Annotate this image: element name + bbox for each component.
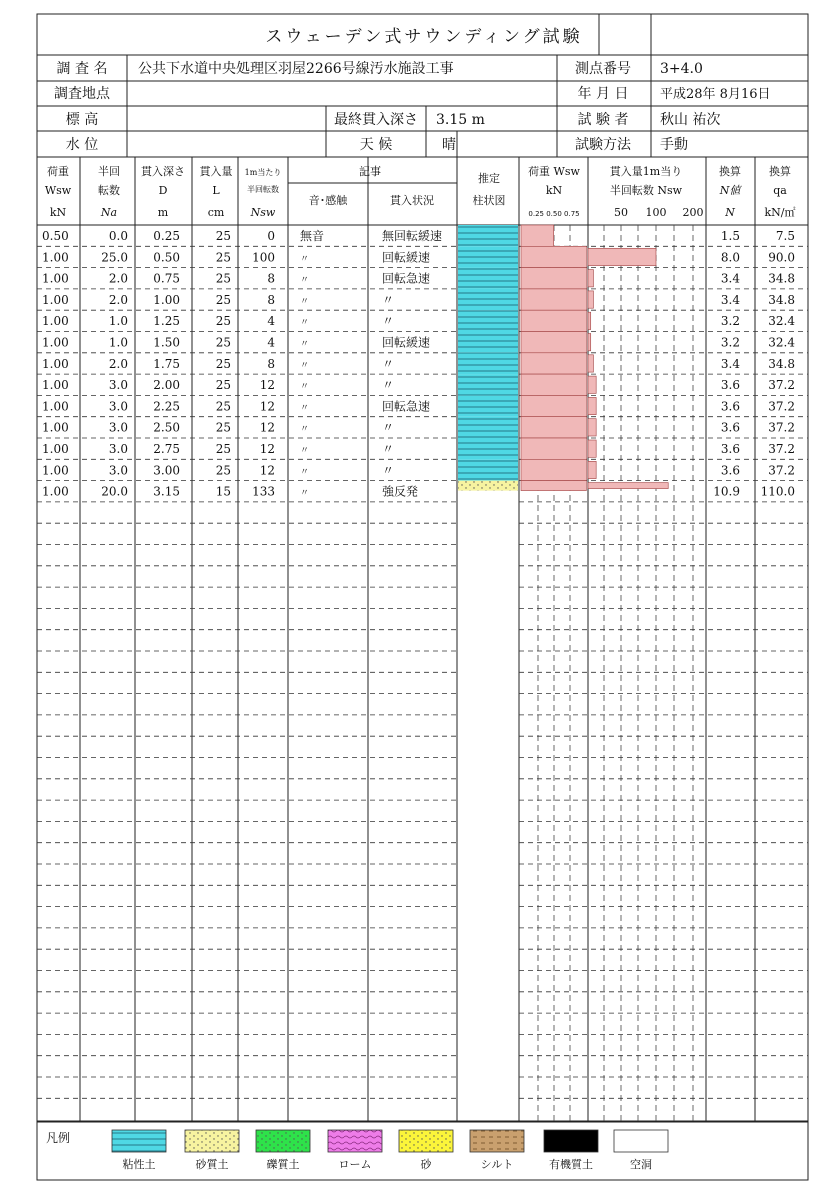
nsw-bar [588, 248, 656, 265]
load-bar [521, 310, 586, 331]
cell-wsw: 1.00 [42, 292, 69, 307]
cell-d: 2.50 [153, 420, 180, 435]
cell-l: 25 [215, 314, 231, 329]
legend-swatch [185, 1130, 239, 1152]
cell-wsw: 1.00 [42, 250, 69, 265]
legend-swatch [614, 1130, 668, 1152]
cell-l: 25 [215, 292, 231, 307]
nsw-tick-200: 200 [682, 206, 704, 219]
frame [37, 14, 808, 1121]
cell-state: 回転急速 [382, 399, 431, 414]
cell-l: 25 [215, 442, 231, 456]
cell-l: 25 [215, 420, 231, 435]
col-column-1: 推定 [478, 172, 500, 185]
cell-qa: 37.2 [768, 399, 795, 414]
cell-d: 2.25 [153, 399, 180, 414]
cell-nsw: 100 [252, 250, 275, 265]
col-nswchart-1: 貫入量1m当り [609, 165, 683, 178]
load-bar [521, 268, 586, 289]
legend-swatch [470, 1130, 524, 1152]
cell-sound: 〃 [300, 318, 310, 329]
cell-na: 1.0 [108, 335, 128, 350]
soil-layer-clay [458, 332, 518, 353]
cell-l: 15 [215, 484, 231, 499]
legend-label: 粘性土 [122, 1158, 156, 1171]
col-column-2: 柱状図 [472, 194, 506, 207]
cell-sound: 〃 [300, 360, 310, 371]
legend-label: シルト [480, 1158, 514, 1171]
cell-n: 3.6 [720, 442, 740, 456]
col-loadchart-ticks: 0.25 0.50 0.75 [528, 210, 580, 218]
legend-title: 凡例 [46, 1131, 71, 1145]
cell-d: 2.00 [153, 378, 180, 393]
load-bar [521, 332, 586, 353]
nsw-bar [588, 397, 596, 414]
col-pen-3: cm [207, 206, 225, 219]
cell-n: 3.4 [720, 271, 740, 286]
cell-na: 3.0 [108, 442, 128, 456]
legend-swatch [112, 1130, 166, 1152]
col-nsw-2: 半回転数 [247, 185, 279, 194]
cell-wsw: 1.00 [42, 356, 69, 371]
cell-na: 0.0 [108, 229, 128, 243]
cell-n: 3.2 [720, 314, 740, 329]
cell-nsw: 12 [259, 463, 275, 478]
cell-state: 回転緩速 [382, 335, 431, 350]
col-load-2: Wsw [44, 184, 72, 197]
col-loadchart-2: kN [545, 184, 563, 197]
cell-n: 3.6 [720, 463, 740, 478]
cell-sound: 〃 [300, 382, 310, 393]
nsw-bar-chart [521, 225, 668, 491]
nsw-bar [588, 270, 593, 287]
col-nsw-3: Nsw [250, 206, 276, 219]
cell-d: 2.75 [153, 442, 180, 456]
soil-layer-clay [458, 459, 518, 480]
load-bar [521, 246, 586, 267]
cell-n: 10.9 [713, 484, 740, 499]
soil-layer-clay [458, 395, 518, 416]
cell-wsw: 1.00 [42, 399, 69, 414]
survey-name: 公共下水道中央処理区羽屋2266号線汚水施設工事 [138, 61, 454, 77]
soil-layer-clay [458, 310, 518, 331]
cell-wsw: 1.00 [42, 484, 69, 499]
cell-qa: 37.2 [768, 420, 795, 435]
col-notes-sound: 音･感触 [308, 194, 348, 207]
weather-label: 天 候 [359, 137, 393, 153]
nsw-tick-50: 50 [614, 206, 628, 219]
cell-na: 20.0 [101, 484, 128, 499]
col-pen-1: 貫入量 [199, 165, 233, 178]
cell-wsw: 1.00 [42, 271, 69, 286]
cell-nsw: 8 [267, 292, 275, 307]
cell-d: 0.75 [153, 271, 180, 286]
cell-na: 3.0 [108, 378, 128, 393]
nsw-bar [588, 419, 596, 436]
legend-swatch [399, 1130, 453, 1152]
cell-l: 25 [215, 378, 231, 393]
cell-wsw: 1.00 [42, 335, 69, 350]
load-bar [521, 459, 586, 480]
col-notes-state: 貫入状況 [390, 194, 434, 207]
cell-qa: 34.8 [768, 271, 795, 286]
cell-wsw: 1.00 [42, 378, 69, 393]
nsw-bar [588, 376, 596, 393]
cell-na: 1.0 [108, 314, 128, 329]
cell-sound: 〃 [300, 467, 310, 478]
col-notes: 記事 [359, 165, 381, 178]
nsw-bar [588, 312, 591, 329]
cell-state: 〃 [382, 356, 395, 371]
cell-nsw: 12 [259, 399, 275, 414]
date-label: 年 月 日 [577, 86, 629, 102]
cell-state: 強反発 [382, 484, 419, 499]
cell-nsw: 4 [267, 314, 275, 329]
cell-state: 〃 [382, 420, 395, 435]
cell-nsw: 12 [259, 442, 275, 456]
cell-l: 25 [215, 356, 231, 371]
nsw-bar [588, 355, 593, 372]
cell-sound: 無音 [300, 229, 325, 243]
tester-label: 試 験 者 [577, 112, 629, 128]
cell-qa: 7.5 [775, 229, 795, 243]
legend-swatch [256, 1130, 310, 1152]
nsw-bar [588, 440, 596, 457]
col-qa-1: 換算 [769, 165, 791, 178]
cell-nsw: 12 [259, 420, 275, 435]
col-nsw-1: 1m当たり [244, 168, 282, 177]
nsw-bar [588, 461, 596, 478]
legend-label: 空洞 [630, 1158, 652, 1171]
cell-wsw: 1.00 [42, 420, 69, 435]
col-load-3: kN [49, 206, 67, 219]
cell-qa: 37.2 [768, 442, 795, 456]
nsw-tick-100: 100 [645, 206, 667, 219]
cell-na: 2.0 [108, 356, 128, 371]
col-depth-1: 貫入深さ [141, 165, 185, 178]
cell-nsw: 0 [267, 229, 275, 243]
cell-nsw: 8 [267, 356, 275, 371]
legend-label: 礫質土 [266, 1158, 300, 1171]
soil-layer-clay [458, 438, 518, 459]
cell-wsw: 1.00 [42, 314, 69, 329]
point-label: 測点番号 [575, 61, 631, 77]
cell-sound: 〃 [300, 488, 310, 499]
col-n-1: 換算 [719, 165, 741, 178]
soil-layer-clay [458, 246, 518, 267]
cell-qa: 32.4 [768, 314, 795, 329]
cell-sound: 〃 [300, 254, 310, 265]
survey-name-label: 調 査 名 [56, 61, 108, 77]
cell-n: 3.2 [720, 335, 740, 350]
cell-na: 25.0 [101, 250, 128, 265]
load-bar [521, 417, 586, 438]
col-turns-1: 半回 [98, 165, 120, 178]
cell-d: 0.50 [153, 250, 180, 265]
method: 手動 [660, 137, 688, 153]
cell-na: 2.0 [108, 271, 128, 286]
col-turns-3: Na [100, 206, 118, 219]
cell-nsw: 12 [259, 378, 275, 393]
cell-n: 3.6 [720, 378, 740, 393]
cell-nsw: 4 [267, 335, 275, 350]
cell-qa: 34.8 [768, 292, 795, 307]
soil-column-chart [458, 225, 518, 491]
final-depth-label: 最終貫入深さ [334, 112, 418, 128]
soil-layer-clay [458, 289, 518, 310]
cell-n: 3.6 [720, 420, 740, 435]
cell-n: 1.5 [720, 229, 740, 243]
cell-state: 〃 [382, 378, 395, 393]
soil-layer-clay [458, 225, 518, 246]
cell-sound: 〃 [300, 403, 310, 414]
cell-n: 3.4 [720, 292, 740, 307]
cell-d: 1.25 [153, 314, 180, 329]
load-bar [521, 438, 586, 459]
cell-l: 25 [215, 250, 231, 265]
load-bar [521, 225, 554, 246]
table-grid [37, 14, 808, 1121]
nsw-bar [588, 334, 591, 351]
col-loadchart-1: 荷重 Wsw [528, 165, 580, 178]
cell-sound: 〃 [300, 446, 310, 456]
cell-l: 25 [215, 463, 231, 478]
soil-layer-clay [458, 417, 518, 438]
nsw-bar [588, 291, 593, 308]
cell-d: 1.75 [153, 356, 180, 371]
water-level-label: 水 位 [65, 137, 99, 153]
cell-qa: 37.2 [768, 463, 795, 478]
cell-sound: 〃 [300, 339, 310, 350]
cell-d: 1.50 [153, 335, 180, 350]
col-nswchart-2: 半回転数 Nsw [609, 184, 683, 197]
legend-label: 有機質土 [549, 1158, 593, 1171]
col-n-3: N [725, 206, 735, 219]
soil-layer-clay [458, 268, 518, 289]
cell-na: 2.0 [108, 292, 128, 307]
point-no: 3+4.0 [660, 61, 703, 77]
location-label: 調査地点 [54, 86, 110, 102]
cell-state: 〃 [382, 314, 395, 329]
tester: 秋山 祐次 [660, 112, 721, 128]
cell-d: 3.00 [153, 463, 180, 478]
nsw-bar [588, 483, 668, 489]
cell-state: 〃 [382, 292, 395, 307]
cell-d: 0.25 [153, 229, 180, 243]
col-qa-2: qa [773, 184, 787, 197]
cell-n: 3.6 [720, 399, 740, 414]
cell-state: 〃 [382, 463, 395, 478]
weather: 晴 [442, 137, 456, 153]
load-bar [521, 374, 586, 395]
cell-d: 3.15 [153, 484, 180, 499]
cell-qa: 37.2 [768, 378, 795, 393]
cell-qa: 34.8 [768, 356, 795, 371]
cell-state: 〃 [382, 442, 395, 456]
method-label: 試験方法 [575, 137, 631, 153]
date: 平成28年 8月16日 [660, 87, 771, 102]
cell-wsw: 1.00 [42, 442, 69, 456]
legend-label: ローム [338, 1158, 372, 1171]
col-depth-3: m [157, 206, 169, 219]
cell-l: 25 [215, 335, 231, 350]
col-pen-2: L [212, 184, 220, 197]
cell-n: 8.0 [720, 250, 740, 265]
legend-swatch [328, 1130, 382, 1152]
cell-wsw: 1.00 [42, 463, 69, 478]
cell-l: 25 [215, 399, 231, 414]
soil-layer-clay [458, 374, 518, 395]
cell-na: 3.0 [108, 399, 128, 414]
cell-wsw: 0.50 [42, 229, 69, 243]
legend-swatch [544, 1130, 598, 1152]
col-turns-2: 転数 [98, 184, 120, 197]
cell-nsw: 8 [267, 271, 275, 286]
cell-state: 回転緩速 [382, 250, 431, 265]
soil-layer-sand [458, 481, 518, 491]
load-bar [521, 481, 586, 491]
cell-na: 3.0 [108, 420, 128, 435]
cell-qa: 110.0 [760, 484, 795, 499]
cell-nsw: 133 [252, 484, 275, 499]
cell-state: 無回転緩速 [382, 229, 443, 243]
col-n-2: N値 [719, 184, 741, 197]
soil-layer-clay [458, 353, 518, 374]
col-load-1: 荷重 [47, 165, 69, 178]
legend-label: 砂 [420, 1158, 432, 1171]
legend [37, 1122, 808, 1180]
cell-sound: 〃 [300, 296, 310, 307]
col-depth-2: D [158, 184, 168, 197]
cell-d: 1.00 [153, 292, 180, 307]
page-title: スウェーデン式サウンディング試験 [265, 27, 583, 47]
data-rows [42, 228, 795, 499]
elevation-label: 標 高 [65, 112, 99, 128]
col-qa-3: kN/㎡ [764, 206, 796, 219]
final-depth: 3.15 m [436, 112, 485, 128]
cell-state: 回転急速 [382, 271, 431, 286]
load-bar [521, 289, 586, 310]
cell-n: 3.4 [720, 356, 740, 371]
cell-qa: 90.0 [768, 250, 795, 265]
cell-l: 25 [215, 229, 231, 243]
cell-l: 25 [215, 271, 231, 286]
load-bar [521, 395, 586, 416]
load-bar [521, 353, 586, 374]
cell-sound: 〃 [300, 424, 310, 435]
cell-na: 3.0 [108, 463, 128, 478]
cell-sound: 〃 [300, 275, 310, 286]
legend-label: 砂質土 [195, 1158, 229, 1171]
cell-qa: 32.4 [768, 335, 795, 350]
